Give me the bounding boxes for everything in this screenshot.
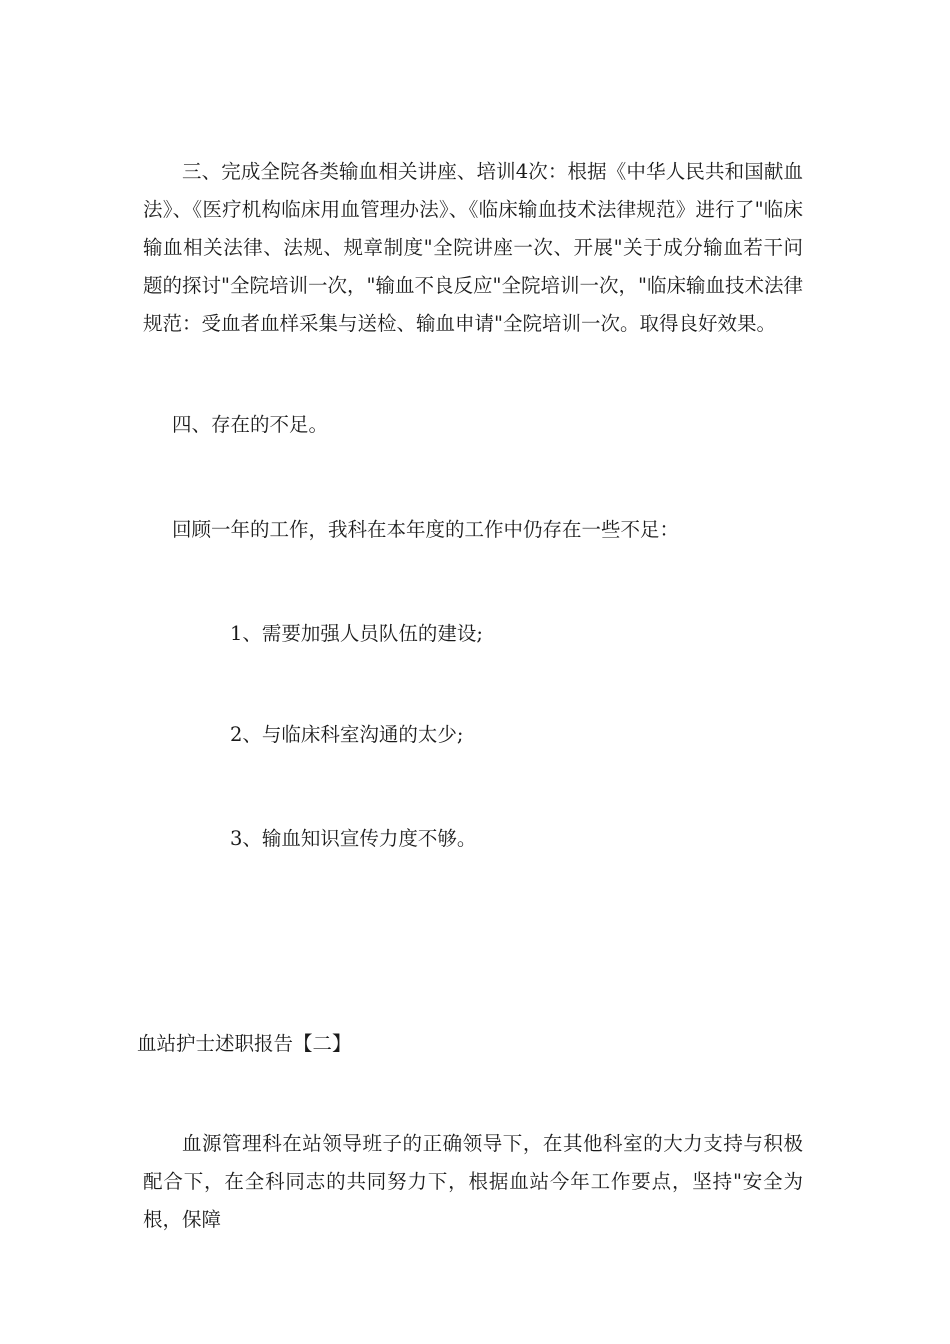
section-4-intro: 回顾一年的工作，我科在本年度的工作中仍存在一些不足： [172,518,680,541]
report-2-title: 血站护士述职报告【二】 [137,1032,352,1055]
section-3-paragraph: 三、完成全院各类输血相关讲座、培训4次：根据《中华人民共和国献血法》、《医疗机构临床用血管理办法》、《临床输血技术法律规范》进行了"临床输血相关法律、法规、规章制度"全院讲座一次、开展"关于成分输血若干问题的探讨"全院培训一次，"输血不良反应"全院培训一次，"临床输血技术法律规范：受血者血样采集与送检、输血申请"全院培训一次。取得良好效果。 [143,160,803,335]
section-4-heading: 四、存在的不足。 [172,413,329,436]
list-item: 2、与临床科室沟通的太少; [230,723,464,746]
list-item: 3、输血知识宣传力度不够。 [230,827,477,850]
list-item: 1、需要加强人员队伍的建设; [230,622,483,645]
report-2-body: 血源管理科在站领导班子的正确领导下，在其他科室的大力支持与积极配合下，在全科同志的共同努力下，根据血站今年工作要点，坚持"安全为根，保障 [143,1132,803,1231]
